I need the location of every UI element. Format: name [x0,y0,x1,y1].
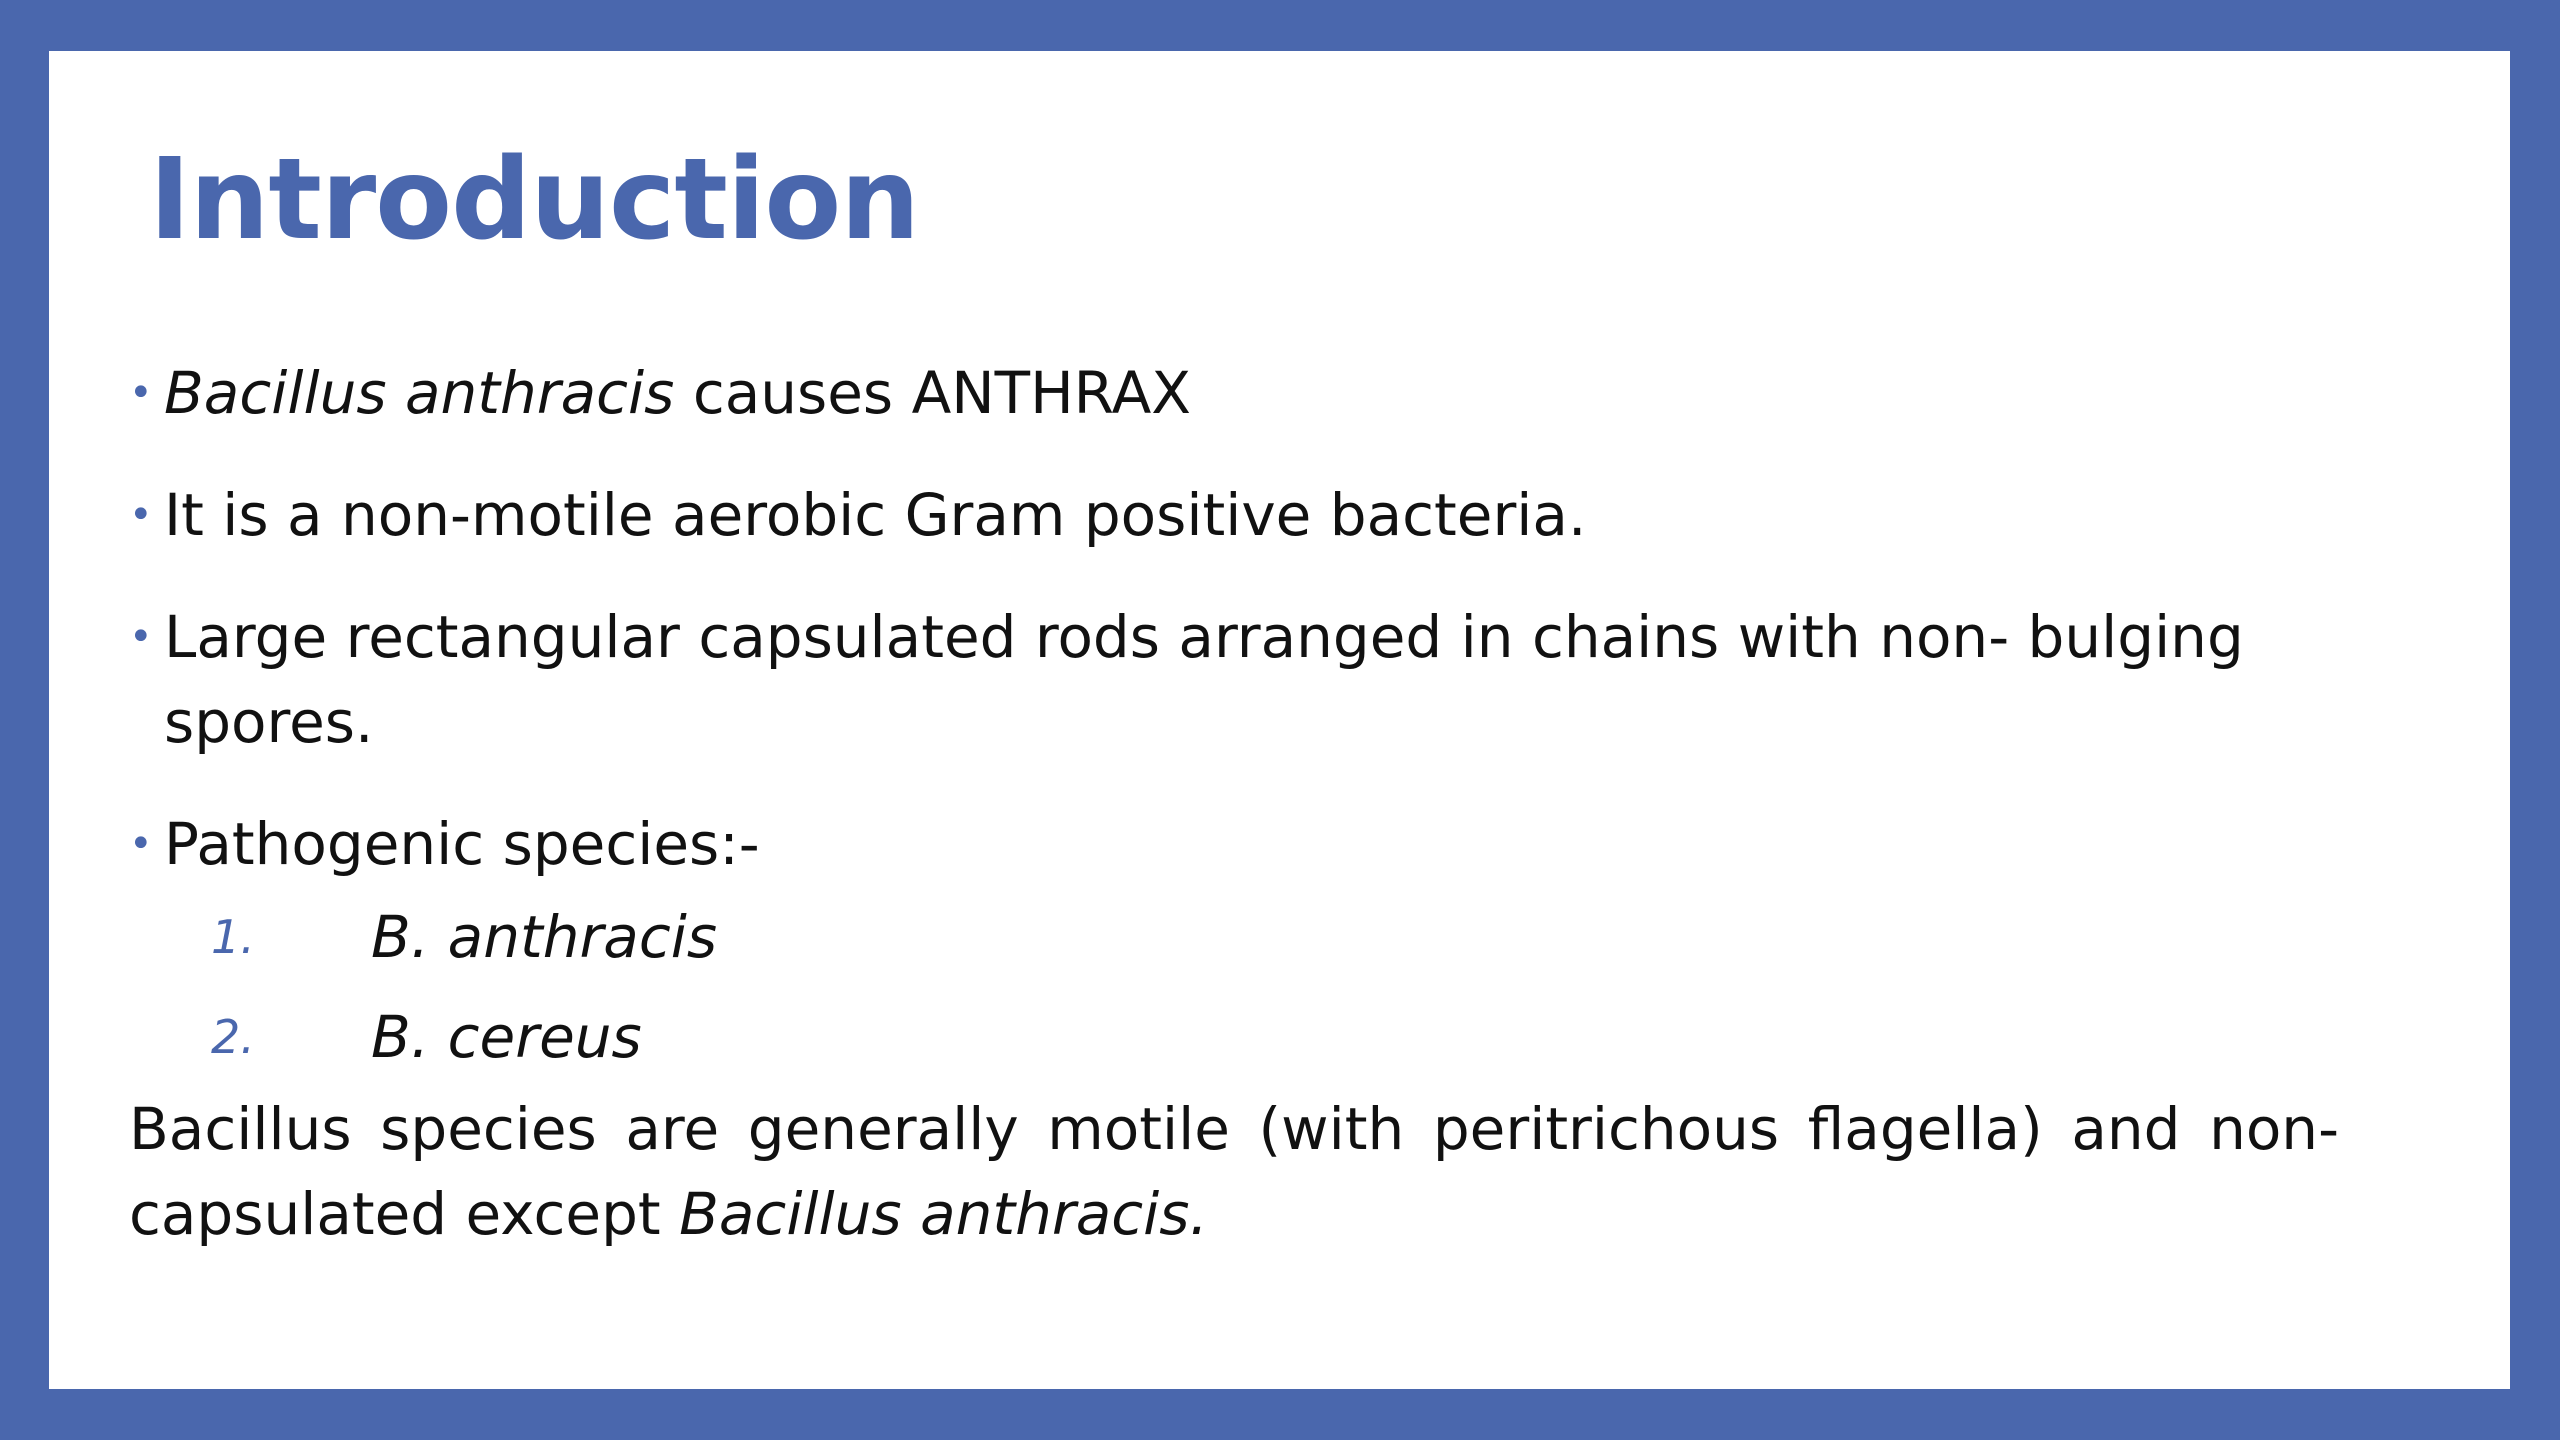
slide-title: Introduction [149,135,920,265]
summary-text: Bacillus species are generally motile (with peritrichous flagella) and non-capsulated except [129,1095,2339,1248]
species-number: 2. [211,1010,255,1064]
bullet-item [129,595,2339,765]
species-name: B. anthracis [371,903,718,971]
summary-paragraph [129,1087,2339,1257]
bullet-text: Large rectangular capsulated rods arranged in chains with non- bulging spores. [164,603,2244,756]
bullet-text: It is a non-motile aerobic Gram positive bacteria. [164,481,1587,549]
bullet-item [129,802,2339,887]
bullet-dot-icon: • [129,492,153,538]
slide [49,51,2510,1389]
species-item [129,987,2339,1087]
bullet-text: causes ANTHRAX [674,359,1192,427]
bullet-dot-icon: • [129,821,153,867]
bullet-dot-icon: • [129,370,153,416]
species-item [129,887,2339,987]
bullet-text: Pathogenic species:- [164,810,760,878]
bullet-item [129,351,2339,436]
species-name: B. cereus [371,1003,642,1071]
bullet-item [129,473,2339,558]
bullet-text-italic: Bacillus anthracis [164,359,675,427]
species-number: 1. [211,910,255,964]
summary-text-italic: Bacillus anthracis. [679,1180,1208,1248]
bullet-dot-icon: • [129,614,153,660]
species-list [129,887,2339,1087]
slide-content [129,351,2339,1257]
